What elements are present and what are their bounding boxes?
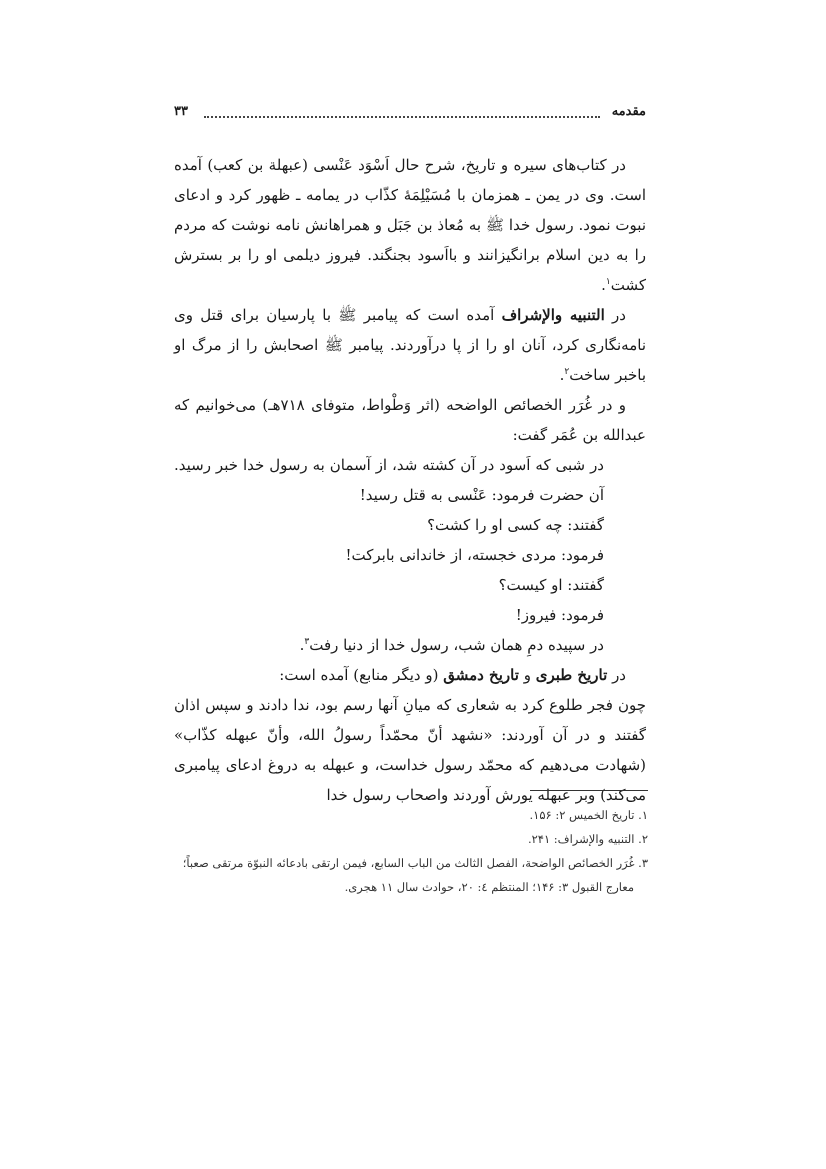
quotation-block xyxy=(174,450,604,660)
paragraph-1: در کتاب‌های سیره و تاریخ، شرح حال اَسْوَد عَنْسی (عبهلة بن کعب) آمده است. وی در یمن ـ همزمان با مُسَیْلِمَهٔ کذّاب در یمامه ـ ظهور کرد و ادعای نبوت نمود. رسول خدا ﷺ به مُعاذ بن جَبَل و همراهانش نامه نوشت که مردم را به دین اسلام برانگیزانند و بااَسود بجنگند. فیروز دیلمی او را بر بسترش کشت$^۱$. xyxy=(174,156,646,294)
paragraph-4-lead: در xyxy=(612,666,626,684)
paragraph-4-and: و xyxy=(523,666,531,684)
footnote-2: ۲. التنبیه والإشراف: ۲۴۱. xyxy=(527,832,648,846)
body-text xyxy=(174,150,646,810)
footnote-separator xyxy=(530,790,648,791)
quote-line: فرمود: فیروز! xyxy=(515,606,604,624)
paragraph-4-text: (و دیگر منابع) آمده است: xyxy=(279,666,439,684)
footnotes xyxy=(174,803,648,899)
paragraph-4 xyxy=(174,660,646,690)
paragraph-2: در التنبیه والإشراف آمده است که پیامبر ﷺ با پارسیان برای قتل وی نامه‌نگاری کرد، آنان او را از پا درآوردند. پیامبر ﷺ اصحابش را از مرگ او باخبر ساخت$^۲$. xyxy=(174,306,646,384)
quote-line: گفتند: چه کسی او را کشت؟ xyxy=(427,516,604,534)
footnote-ref-1: ۱ xyxy=(605,277,611,287)
footnote-ref-2: ۲ xyxy=(564,367,570,377)
quote-final-text: در سپیده دمِ همان شب، رسول خدا از دنیا رفت xyxy=(309,636,604,654)
quote-line-final: در سپیده دمِ همان شب، رسول خدا از دنیا رفت$^۳$. xyxy=(299,636,604,654)
quote-line: فرمود: مردی خجسته، از خاندانی بابرکت! xyxy=(345,546,604,564)
header-leader-dots xyxy=(204,116,600,118)
page-number: ۳۳ xyxy=(174,104,188,119)
footnote-3: ۳. غُرَر الخصائص الواضحة، الفصل الثالث من الباب السابع، فیمن ارتقی بادعائه النبوّة مرتقی صعباً؛ xyxy=(182,856,648,870)
running-header xyxy=(174,104,646,126)
quote-line: گفتند: او کیست؟ xyxy=(498,576,604,594)
quote-line: در شبی که اَسود در آن کشته شد، از آسمان به رسول خدا خبر رسید. آن حضرت فرمود: عَنْسی به قتل رسید! xyxy=(174,456,604,504)
footnote-1: ۱. تاریخ الخمیس ۲: ۱۵۶. xyxy=(529,808,648,822)
book-title-tabari: تاریخ طبری xyxy=(535,666,608,684)
paragraph-2-lead: در xyxy=(612,306,626,324)
book-title-tanbih: التنبیه والإشراف xyxy=(501,306,605,324)
footnote-3-continuation: معارج القبول ۳: ۱۴۶؛ المنتظم ٤: ۲۰، حوادث سال ۱۱ هجری. xyxy=(344,880,634,894)
paragraph-3: و در غُرَر الخصائص الواضحه (اثر وَطْواط، متوفای ۷۱۸هـ) می‌خوانیم که عبدالله بن عُمَر گفت: xyxy=(174,396,646,444)
paragraph-5: چون فجر طلوع کرد به شعاری که میانِ آنها رسم بود، ندا دادند و سپس اذان گفتند و در آن آوردند: «نشهد أنّ محمّداً رسولُ الله، وأنّ عبهله کذّاب» (شهادت می‌دهیم که محمّد رسول خداست، و عبهله به دروغ ادعای پیامبری می‌کند) وبر عبهله یورش آوردند واصحاب رسول خدا xyxy=(174,696,646,804)
paragraph-2-text: آمده است که پیامبر ﷺ با پارسیان برای قتل وی نامه‌نگاری کرد، آنان او را از پا درآوردند. پیامبر ﷺ اصحابش را از مرگ او باخبر ساخت xyxy=(174,306,646,384)
footnote-ref-3: ۳ xyxy=(304,637,310,647)
header-title: مقدمه xyxy=(611,104,646,119)
book-title-dimashq: تاریخ دمشق xyxy=(443,666,519,684)
paragraph-1-text: در کتاب‌های سیره و تاریخ، شرح حال اَسْوَد عَنْسی (عبهلة بن کعب) آمده است. وی در یمن ـ همزمان با مُسَیْلِمَهٔ کذّاب در یمامه ـ ظهور کرد و ادعای نبوت نمود. رسول خدا ﷺ به مُعاذ بن جَبَل و همراهانش نامه نوشت که مردم را به دین اسلام برانگیزانند و بااَسود بجنگند. فیروز دیلمی او را بر بسترش کشت xyxy=(174,156,646,294)
